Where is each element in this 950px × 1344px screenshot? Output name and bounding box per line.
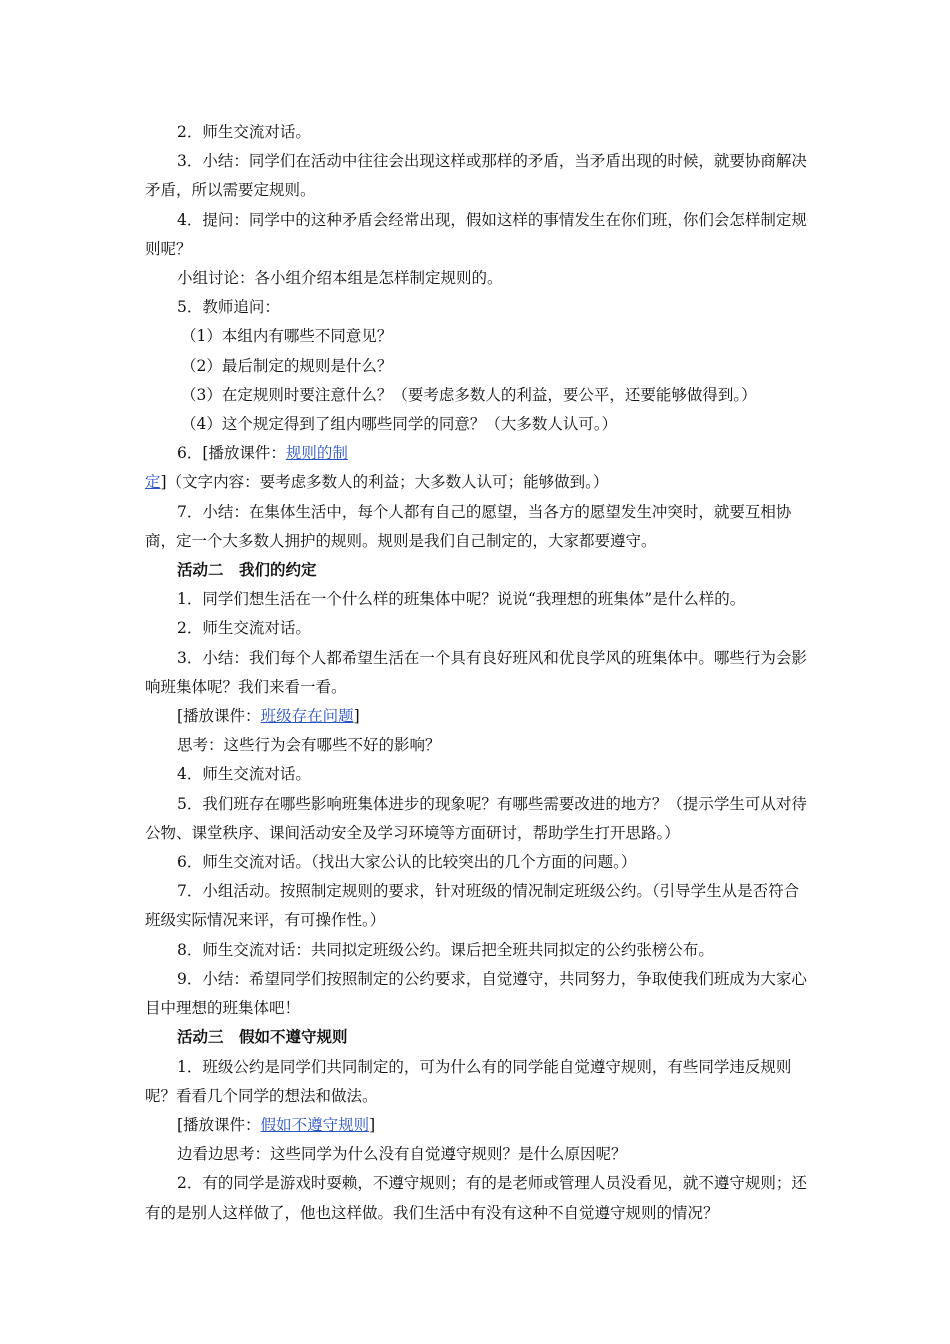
- courseware-link-rule-making[interactable]: 规则的制定: [145, 444, 348, 492]
- paragraph: 小组讨论：各小组介绍本组是怎样制定规则的。: [177, 269, 503, 288]
- sub-item: （3）在定规则时要注意什么？（要考虑多数人的利益，要公平，还要能够做得到。）: [181, 385, 757, 404]
- text: ]（文字内容：要考虑多数人的利益；大多数人认可；能够做到。）: [160, 473, 609, 492]
- paragraph: 1．班级公约是同学们共同制定的，可为什么有的同学能自觉遵守规则，有些同学违反规则呢？看看几个同学的想法和做法。: [145, 1057, 792, 1105]
- paragraph: 6．师生交流对话。（找出大家公认的比较突出的几个方面的问题。）: [177, 853, 637, 872]
- paragraph: 7．小结：在集体生活中，每个人都有自己的愿望，当各方的愿望发生冲突时，就要互相协商，定一个大多数人拥护的规则。规则是我们自己制定的，大家都要遵守。: [145, 502, 792, 550]
- text: ]: [369, 1115, 376, 1134]
- paragraph: 3．小结：我们每个人都希望生活在一个具有良好班风和优良学风的班集体中。哪些行为会影响班集体呢？我们来看一看。: [145, 648, 807, 696]
- sub-item: （2）最后制定的规则是什么？: [181, 356, 393, 375]
- paragraph: [145, 702, 810, 731]
- section-heading: 活动三 假如不遵守规则: [177, 1028, 348, 1047]
- paragraph: 3．小结：同学们在活动中往往会出现这样或那样的矛盾，当矛盾出现的时候，就要协商解决矛盾，所以需要定规则。: [145, 152, 807, 200]
- paragraph: 1．同学们想生活在一个什么样的班集体中呢？说说“我理想的班集体”是什么样的。: [177, 590, 746, 609]
- paragraph: 5．我们班存在哪些影响班集体进步的现象呢？有哪些需要改进的地方？（提示学生可从对待公物、课堂秩序、课间活动安全及学习环境等方面研讨，帮助学生打开思路。）: [145, 794, 807, 842]
- paragraph: 思考：这些行为会有哪些不好的影响？: [177, 736, 441, 755]
- paragraph: 7．小组活动。按照制定规则的要求，针对班级的情况制定班级公约。（引导学生从是否符合班级实际情况来评，有可操作性。）: [145, 882, 800, 930]
- paragraph: 5．教师追问：: [177, 298, 280, 317]
- document-body: [145, 118, 810, 1228]
- sub-item: （4）这个规定得到了组内哪些同学的同意？（大多数人认可。）: [181, 415, 618, 434]
- text: 6．[播放课件：: [177, 444, 286, 463]
- paragraph: 8．师生交流对话：共同拟定班级公约。课后把全班共同拟定的公约张榜公布。: [177, 940, 714, 959]
- text: [播放课件：: [177, 707, 261, 726]
- text: [播放课件：: [177, 1115, 261, 1134]
- paragraph: 9．小结：希望同学们按照制定的公约要求，自觉遵守，共同努力，争取使我们班成为大家心目中理想的班集体吧！: [145, 969, 807, 1018]
- section-heading: 活动二 我们的约定: [177, 561, 317, 580]
- paragraph: 边看边思考：这些同学为什么没有自觉遵守规则？是什么原因呢？: [177, 1145, 627, 1164]
- paragraph: 4．提问：同学中的这种矛盾会经常出现，假如这样的事情发生在你们班，你们会怎样制定规则呢？: [145, 210, 807, 258]
- paragraph: 2．师生交流对话。: [177, 123, 311, 141]
- paragraph: 2．师生交流对话。: [177, 619, 311, 638]
- paragraph: 2．有的同学是游戏时耍赖，不遵守规则；有的是老师或管理人员没看见，就不遵守规则；还有的是别人这样做了，他也这样做。我们生活中有没有这种不自觉遵守规则的情况？: [145, 1174, 807, 1222]
- courseware-link-not-following-rules[interactable]: 假如不遵守规则: [260, 1115, 370, 1134]
- sub-item: （1）本组内有哪些不同意见？: [181, 327, 393, 346]
- paragraph: [145, 439, 810, 497]
- text: ]: [353, 707, 360, 726]
- courseware-link-class-problems[interactable]: 班级存在问题: [260, 707, 354, 726]
- paragraph: 4．师生交流对话。: [177, 765, 311, 784]
- paragraph: [145, 1111, 810, 1140]
